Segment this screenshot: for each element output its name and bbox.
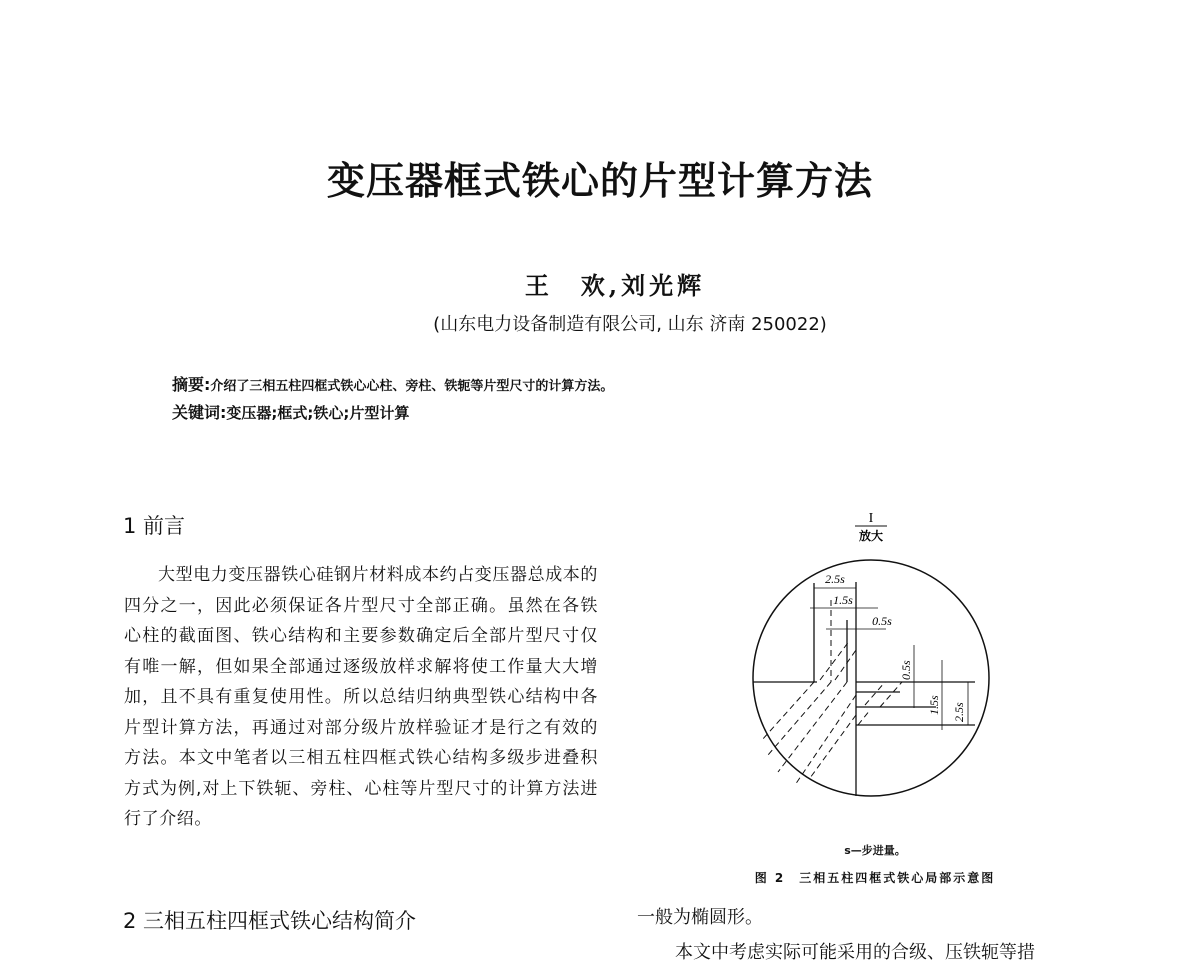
affiliation: (山东电力设备制造有限公司, 山东 济南 250022) [433, 314, 827, 335]
keywords-text: 变压器;框式;铁心;片型计算 [226, 404, 410, 422]
abstract-label: 摘要: [172, 375, 211, 394]
keywords [172, 400, 409, 423]
view-label: I [868, 511, 874, 526]
dim-label: 0.5s [872, 614, 892, 628]
keywords-label: 关键词: [172, 403, 227, 422]
figure-legend: s—步进量。 [844, 844, 906, 857]
section-heading: 2 三相五柱四框式铁心结构简介 [123, 909, 417, 933]
dim-label: 1.5s [927, 695, 941, 715]
right-column-text: 一般为椭圆形。 [637, 907, 763, 928]
dim-label: 2.5s [952, 702, 966, 722]
dimension-lines [810, 588, 968, 730]
abstract [172, 372, 613, 395]
dim-label: 1.5s [833, 593, 853, 607]
paper-title: 变压器框式铁心的片型计算方法 [326, 159, 873, 203]
right-column-text: 本文中考虑实际可能采用的合级、压铁轭等措 [675, 942, 1035, 963]
view-sublabel: 放大 [858, 529, 884, 543]
figure-diagram [740, 505, 1020, 825]
detail-circle [753, 560, 989, 796]
section-body: 大型电力变压器铁心硅钢片材料成本约占变压器总成本的四分之一，因此必须保证各片型尺寸全部正确。虽然在各铁心柱的截面图、铁心结构和主要参数确定后全部片型尺寸仅有唯一解，但如果全部通过逐级放样求解将使工作量大大增加，且不具有重复使用性。所以总结归纳典型铁心结构中各片型计算方法，再通过对部分级片放样验证才是行之有效的方法。本文中笔者以三相五柱四框式铁心结构多级步进叠积方式为例,对上下铁轭、旁柱、心柱等片型尺寸的计算方法进行了介绍。 [124, 565, 598, 829]
figure-caption: 图 2 三相五柱四框式铁心局部示意图 [754, 871, 996, 885]
authors: 王 欢,刘光辉 [524, 271, 706, 300]
section-heading: 1 前言 [123, 514, 186, 538]
abstract-text: 介绍了三相五柱四框式铁心心柱、旁柱、铁轭等片型尺寸的计算方法。 [210, 379, 614, 394]
dim-label: 2.5s [825, 572, 845, 586]
dim-label: 0.5s [899, 660, 913, 680]
